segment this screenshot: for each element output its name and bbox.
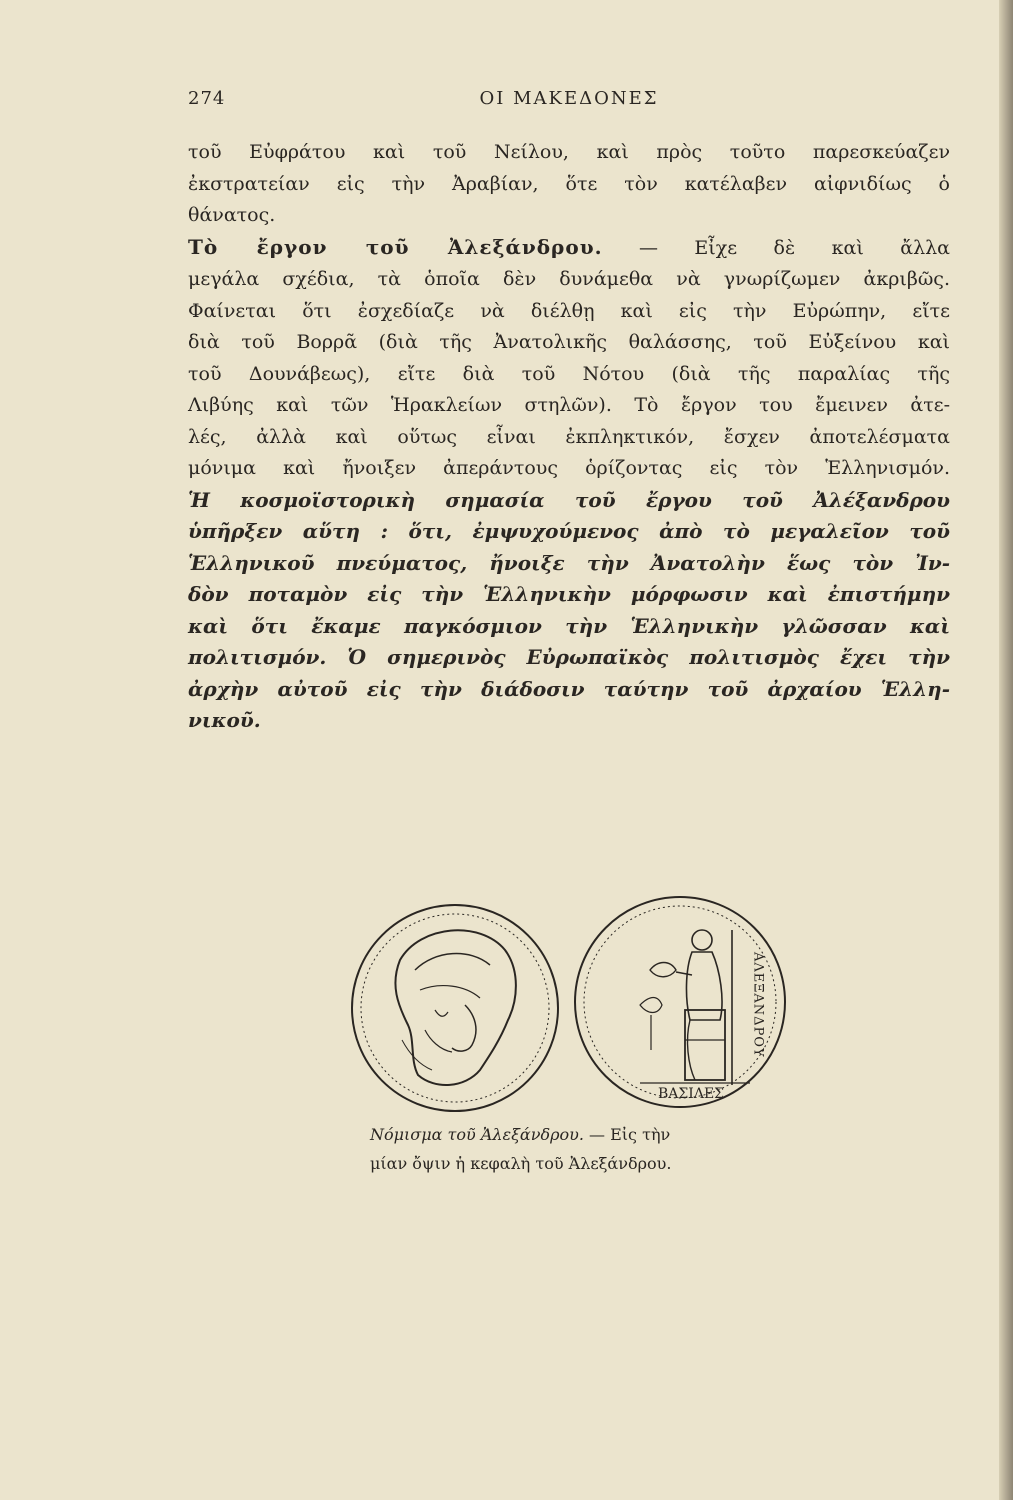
italic-line: νικοῦ. xyxy=(188,708,261,732)
caption-title: Νόμισμα τοῦ Ἀλεξάνδρου. xyxy=(370,1125,584,1144)
italic-line: Ἑλληνικοῦ πνεύματος, ἤνοιξε τὴν Ἀνατολὴν ἕως τὸν Ἰν- xyxy=(188,550,950,575)
figure-caption xyxy=(370,1120,790,1178)
caption-line: μίαν ὄψιν ἡ κεφαλὴ τοῦ Ἀλεξάνδρου. xyxy=(370,1154,672,1173)
text-line: Φαίνεται ὅτι ἐσχεδίαζε νὰ διέλθῃ καὶ εἰς τὴν Εὐρώπην, εἴτε xyxy=(188,299,950,322)
text-line: θάνατος. xyxy=(188,204,276,226)
text-line: τοῦ Δουνάβεως), εἴτε διὰ τοῦ Νότου (διὰ τῆς παραλίας τῆς xyxy=(188,362,950,385)
text-line: διὰ τοῦ Βορρᾶ (διὰ τῆς Ἀνατολικῆς θαλάσσης, τοῦ Εὐξείνου καὶ xyxy=(188,331,950,353)
text-line: μεγάλα σχέδια, τὰ ὁποῖα δὲν δυνάμεθα νὰ γνωρίζωμεν ἀκριβῶς. xyxy=(188,268,950,290)
text-line: μόνιμα καὶ ἤνοιξεν ἀπεράντους ὁρίζοντας εἰς τὸν Ἑλληνισμόν. xyxy=(188,457,950,479)
text-line: Λιβύης καὶ τῶν Ἡρακλείων στηλῶν). Τὸ ἔργον του ἔμεινεν ἀτε- xyxy=(188,394,950,416)
caption-line xyxy=(370,1120,790,1149)
coin-reverse xyxy=(575,897,785,1107)
running-head: ΟΙ ΜΑΚΕΔΟΝΕΣ xyxy=(479,88,659,109)
caption-text: — Εἰς τὴν xyxy=(589,1125,671,1144)
italic-line: Ἡ κοσμοϊστορικὴ σημασία τοῦ ἔργου τοῦ Ἀλέξανδρου xyxy=(188,487,950,512)
text-line: τοῦ Εὐφράτου καὶ τοῦ Νείλου, καὶ πρὸς τοῦτο παρεσκεύαζεν xyxy=(188,141,950,163)
italic-line: ἀρχὴν αὐτοῦ εἰς τὴν διάδοσιν ταύτην τοῦ ἀρχαίου Ἑλλη- xyxy=(188,676,950,701)
italic-line: καὶ ὅτι ἔκαμε παγκόσμιον τὴν Ἑλληνικὴν γλῶσσαν καὶ xyxy=(188,613,950,638)
coin-illustration xyxy=(340,890,800,1130)
coin-legend-vertical: ΑΛΕΞΑΝΔΡΟΥ xyxy=(750,952,766,1058)
page-number: 274 xyxy=(188,88,226,109)
section-heading: Τὸ ἔργον τοῦ Ἀλεξάνδρου. xyxy=(188,234,603,259)
coin-legend-bottom: ΒΑΣΙΛΕΣ xyxy=(658,1086,725,1102)
italic-line: δὸν ποταμὸν εἰς τὴν Ἑλληνικὴν μόρφωσιν καὶ ἐπιστήμην xyxy=(188,582,950,606)
page-header xyxy=(188,88,950,118)
body-text xyxy=(188,137,950,737)
coin-obverse xyxy=(352,905,558,1111)
text-span: — Εἶχε δὲ καὶ ἄλλα xyxy=(638,236,950,259)
page-edge xyxy=(999,0,1013,1500)
text-line xyxy=(188,232,950,265)
text-line: ἐκστρατείαν εἰς τὴν Ἀραβίαν, ὅτε τὸν κατέλαβεν αἰφνιδίως ὁ xyxy=(188,172,950,195)
italic-line: πολιτισμόν. Ὁ σημερινὸς Εὐρωπαϊκὸς πολιτισμὸς ἔχει τὴν xyxy=(188,645,950,669)
text-line: λές, ἀλλὰ καὶ οὕτως εἶναι ἐκπληκτικόν, ἔσχεν ἀποτελέσματα xyxy=(188,425,950,448)
italic-line: ὑπῆρξεν αὕτη : ὅτι, ἐμψυχούμενος ἀπὸ τὸ μεγαλεῖον τοῦ xyxy=(188,519,950,543)
